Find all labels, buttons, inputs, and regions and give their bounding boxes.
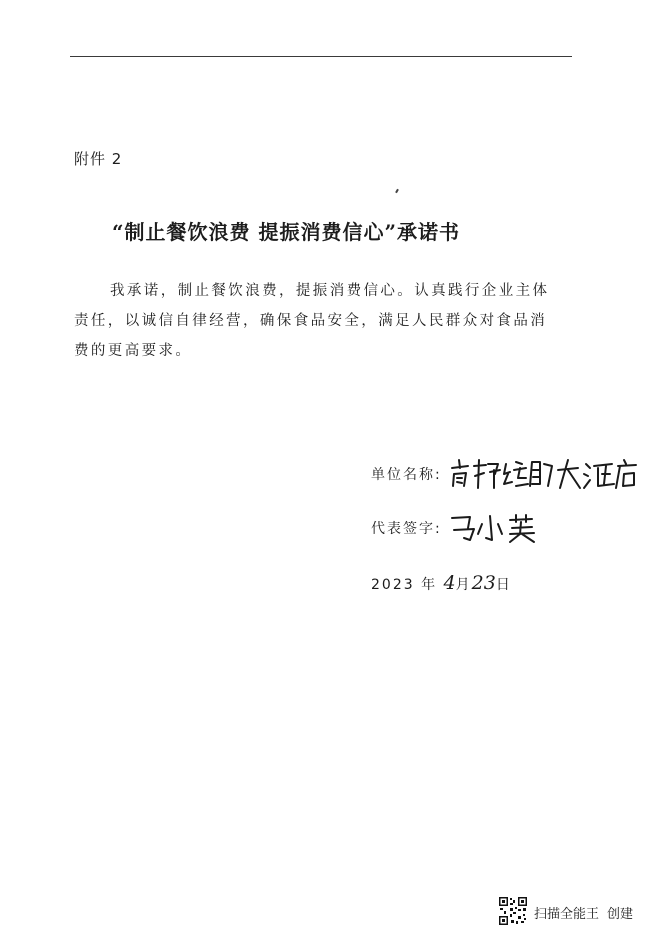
representative-label: 代表签字: [371,521,442,537]
header-rule [70,56,572,57]
date-year: 2023 [371,577,415,593]
unit-name-handwriting [448,456,638,492]
body-line: 费的更高要求。 [74,343,193,359]
body-line: 我承诺，制止餐饮浪费，提振消费信心。认真践行企业主体 [110,283,550,299]
pledge-body [74,276,584,366]
date-day: 23 [471,572,496,594]
date-month: 4 [443,572,456,594]
representative-signature [448,512,548,544]
attachment-label: 附件 2 [74,150,123,168]
unit-name-row [371,456,638,492]
scanner-action: 创建 [607,907,634,922]
body-line: 责任，以诚信自律经营，确保食品安全，满足人民群众对食品消 [74,313,548,329]
date-month-unit: 月 [455,577,472,593]
qr-code-icon [498,896,528,926]
representative-row [371,512,548,544]
document-title: “制止餐饮浪费 提振消费信心”承诺书 [112,220,460,244]
date-year-unit: 年 [421,577,438,593]
watermark-text [534,903,641,922]
unit-name-label: 单位名称: [371,467,442,483]
scan-speck [395,189,399,193]
date-row [371,572,512,594]
date-day-unit: 日 [495,577,512,593]
scanner-app-name: 扫描全能王 [534,907,600,922]
